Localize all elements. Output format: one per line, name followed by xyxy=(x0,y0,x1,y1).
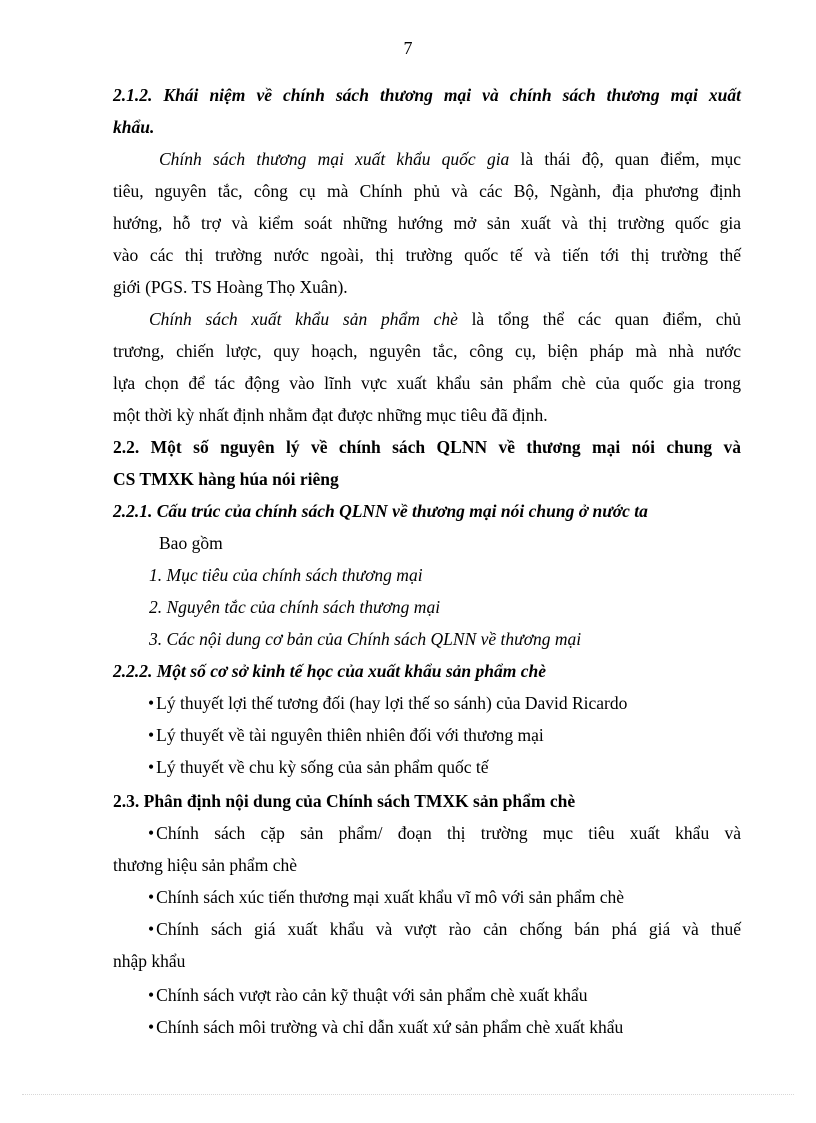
section-2-2-1-heading: 2.2.1. Cấu trúc của chính sách QLNN về thương mại nói chung ở nước ta xyxy=(113,501,648,521)
section-2-2-2-heading: 2.2.2. Một số cơ sở kinh tế học của xuất khẩu sản phẩm chè xyxy=(113,661,547,681)
paragraph-2-line-4: một thời kỳ nhất định nhằm đạt được những mục tiêu đã định. xyxy=(113,405,548,425)
policy-item-4: • Chính sách vượt rào cản kỹ thuật với sản phẩm chè xuất khẩu xyxy=(148,984,741,1006)
structure-item-3: 3. Các nội dung cơ bản của Chính sách QLNN về thương mại xyxy=(149,629,582,649)
paragraph-2-line-3: lựa chọn để tác động vào lĩnh vực xuất khẩu sản phẩm chè của quốc gia trong xyxy=(113,373,741,393)
section-2-2-1-intro: Bao gồm xyxy=(159,533,223,553)
policy-item-5: • Chính sách môi trường và chỉ dẫn xuất xứ sản phẩm chè xuất khẩu xyxy=(148,1016,741,1038)
section-2-2-heading-line-1: 2.2. Một số nguyên lý về chính sách QLNN về thương mại nói chung và xyxy=(113,437,741,457)
paragraph-1-line-1 xyxy=(113,148,741,170)
theory-item-3: • Lý thuyết về chu kỳ sống của sản phẩm quốc tế xyxy=(148,756,741,778)
section-2-2-heading-line-2: CS TMXK hàng húa nói riêng xyxy=(113,469,339,489)
structure-item-1: 1. Mục tiêu của chính sách thương mại xyxy=(149,565,423,585)
policy-item-3-line-1: • Chính sách giá xuất khẩu và vượt rào cản chống bán phá giá và thuế xyxy=(148,918,741,940)
paragraph-2-line-1-rest: là tổng thể các quan điểm, chủ xyxy=(457,309,741,329)
paragraph-1-term: Chính sách thương mại xuất khẩu quốc gia xyxy=(159,149,510,169)
paragraph-1-line-4: vào các thị trường nước ngoài, thị trường quốc tế và tiến tới thị trường thế xyxy=(113,245,741,265)
theory-item-2: • Lý thuyết về tài nguyên thiên nhiên đối với thương mại xyxy=(148,724,741,746)
theory-item-1: • Lý thuyết lợi thế tương đối (hay lợi thế so sánh) của David Ricardo xyxy=(148,692,741,714)
paragraph-2-line-1 xyxy=(113,308,741,330)
section-2-3-heading: 2.3. Phân định nội dung của Chính sách TMXK sản phẩm chè xyxy=(113,791,576,811)
structure-item-2: 2. Nguyên tắc của chính sách thương mại xyxy=(149,597,441,617)
policy-item-2: • Chính sách xúc tiến thương mại xuất khẩu vĩ mô với sản phẩm chè xyxy=(148,886,741,908)
paragraph-1-line-3: hướng, hỗ trợ và kiểm soát những hướng mở sản xuất và thị trường quốc gia xyxy=(113,213,741,233)
paragraph-2-term: Chính sách xuất khẩu sản phẩm chè xyxy=(149,309,458,329)
paragraph-1-line-2: tiêu, nguyên tắc, công cụ mà Chính phủ và các Bộ, Ngành, địa phương định xyxy=(113,181,741,201)
policy-item-3-line-2: nhập khẩu xyxy=(113,951,186,971)
policy-item-1-line-1: • Chính sách cặp sản phẩm/ đoạn thị trường mục tiêu xuất khẩu và xyxy=(148,822,741,844)
section-2-1-2-heading-line-2: khẩu. xyxy=(113,117,155,137)
page-bottom-divider xyxy=(22,1094,794,1095)
paragraph-1-line-1-rest: là thái độ, quan điểm, mục xyxy=(509,149,741,169)
paragraph-2-line-2: trương, chiến lược, quy hoạch, nguyên tắc, công cụ, biện pháp mà nhà nước xyxy=(113,341,741,361)
section-2-1-2-heading-line-1: 2.1.2. Khái niệm về chính sách thương mại và chính sách thương mại xuất xyxy=(113,85,741,105)
page-number: 7 xyxy=(403,38,413,58)
policy-item-1-line-2: thương hiệu sản phẩm chè xyxy=(113,855,297,875)
paragraph-1-line-5: giới (PGS. TS Hoàng Thọ Xuân). xyxy=(113,277,348,297)
